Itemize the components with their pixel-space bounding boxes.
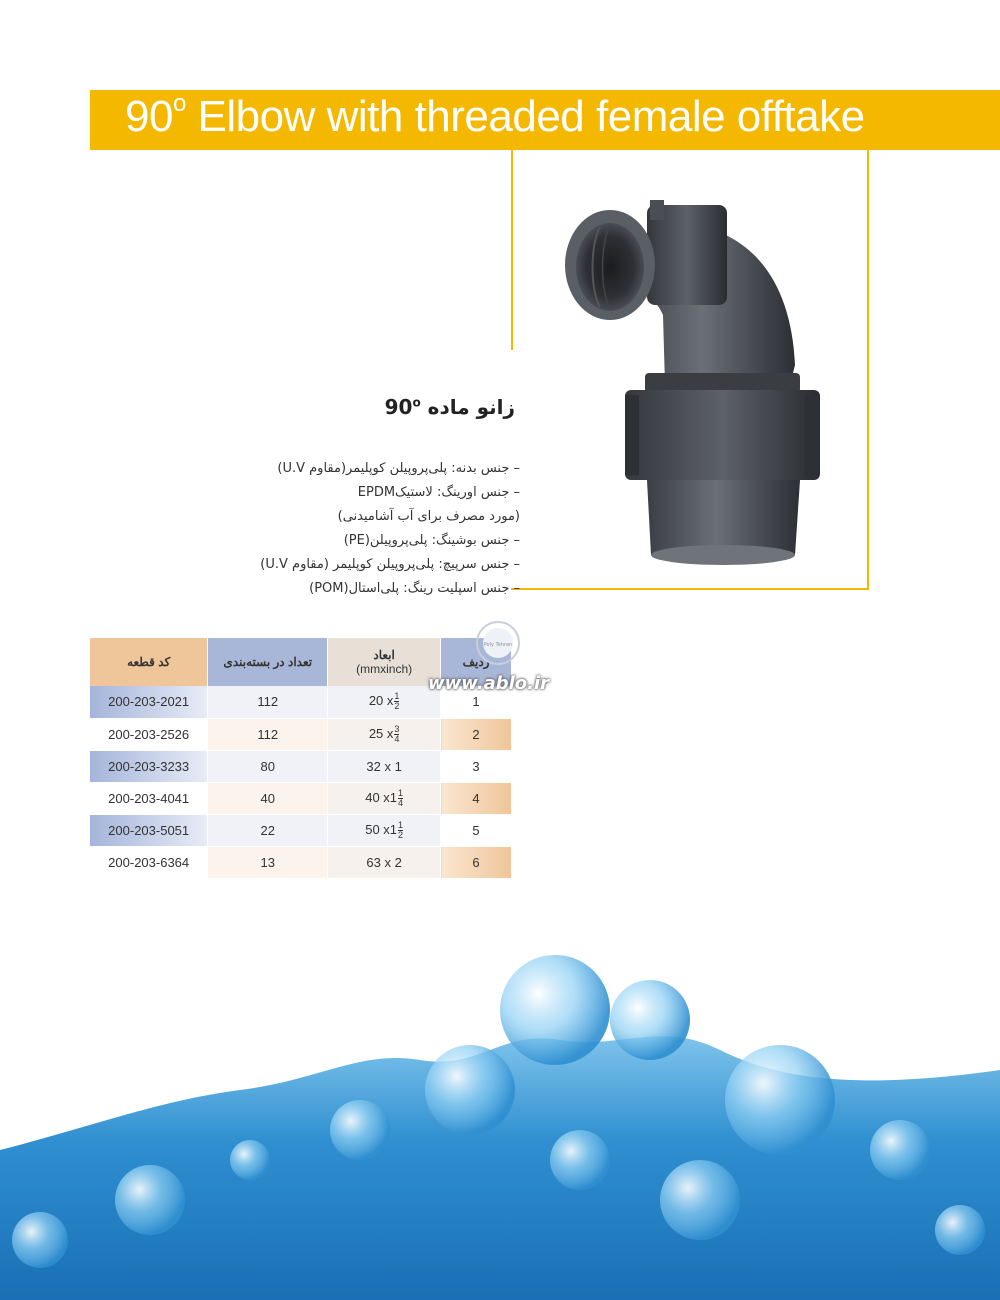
cell-dim: 25 x $\frac{3}{4}$ bbox=[328, 718, 441, 750]
cell-code: 200-203-2526 bbox=[90, 718, 208, 750]
spec-line: – جنس بدنه: پلی‌پروپیلن کوپلیمر(مقاوم U.V) bbox=[277, 461, 520, 476]
elbow-fitting-image bbox=[555, 195, 835, 575]
spec-list bbox=[200, 457, 520, 601]
cell-row: 6 bbox=[441, 846, 512, 878]
spec-line: – جنس اورینگ: لاستیکEPDM bbox=[357, 485, 520, 500]
cell-qty: 112 bbox=[208, 718, 328, 750]
cell-code: 200-203-5051 bbox=[90, 814, 208, 846]
frame-line-bottom bbox=[511, 588, 869, 590]
cell-dim: 20 x $\frac{1}{2}$ bbox=[328, 686, 441, 718]
product-title-fa: زانو ماده 90$^o$ bbox=[384, 395, 515, 419]
cell-qty: 112 bbox=[208, 686, 328, 718]
cell-row: 4 bbox=[441, 782, 512, 814]
fraction: $\frac{1}{2}$ bbox=[398, 819, 404, 840]
spec-line: – جنس اسپلیت رینگ: پلی‌استال(POM) bbox=[309, 581, 520, 596]
page-title: 90$^o$ Elbow with threaded female offtake bbox=[125, 90, 865, 141]
cell-row: 5 bbox=[441, 814, 512, 846]
watermark-url: www.ablo.ir bbox=[428, 673, 550, 694]
cell-row: 1 bbox=[441, 686, 512, 718]
water-splash-image bbox=[0, 900, 1000, 1300]
fraction: $\frac{1}{4}$ bbox=[398, 787, 404, 808]
cell-code: 200-203-2021 bbox=[90, 686, 208, 718]
header-code: کد قطعه bbox=[90, 638, 208, 686]
table-row bbox=[90, 718, 512, 750]
table-row bbox=[90, 814, 512, 846]
cell-code: 200-203-3233 bbox=[90, 750, 208, 782]
frame-line-right bbox=[867, 150, 869, 590]
spec-line: (مورد مصرف برای آب آشامیدنی) bbox=[337, 509, 520, 524]
table-row bbox=[90, 750, 512, 782]
cell-code: 200-203-6364 bbox=[90, 846, 208, 878]
spec-line: – جنس بوشینگ: پلی‌پروپیلن(PE) bbox=[343, 533, 520, 548]
spec-line: – جنس سرپیچ: پلی‌پروپیلن کوپلیمر (مقاوم U.V) bbox=[260, 557, 520, 572]
cell-qty: 22 bbox=[208, 814, 328, 846]
cell-dim: 40 x1 $\frac{1}{4}$ bbox=[328, 782, 441, 814]
cell-qty: 80 bbox=[208, 750, 328, 782]
fraction: $\frac{1}{2}$ bbox=[394, 691, 400, 712]
cell-dim: 63 x 2 bbox=[328, 846, 441, 878]
cell-dim: 50 x1 $\frac{1}{2}$ bbox=[328, 814, 441, 846]
header-row: ردیف bbox=[441, 638, 512, 686]
table-row bbox=[90, 782, 512, 814]
cell-qty: 40 bbox=[208, 782, 328, 814]
frame-line-left bbox=[511, 150, 513, 350]
cell-row: 3 bbox=[441, 750, 512, 782]
cell-row: 2 bbox=[441, 718, 512, 750]
header-dim: ابعاد (mmxinch) bbox=[328, 638, 441, 686]
svg-text:Poly Tehran: Poly Tehran bbox=[483, 642, 513, 648]
fraction: $\frac{3}{4}$ bbox=[394, 723, 400, 744]
table-row bbox=[90, 846, 512, 878]
poly-tehran-logo bbox=[475, 620, 521, 666]
header-qty: تعداد در بسته‌بندی bbox=[208, 638, 328, 686]
cell-qty: 13 bbox=[208, 846, 328, 878]
cell-dim: 32 x 1 bbox=[328, 750, 441, 782]
cell-code: 200-203-4041 bbox=[90, 782, 208, 814]
